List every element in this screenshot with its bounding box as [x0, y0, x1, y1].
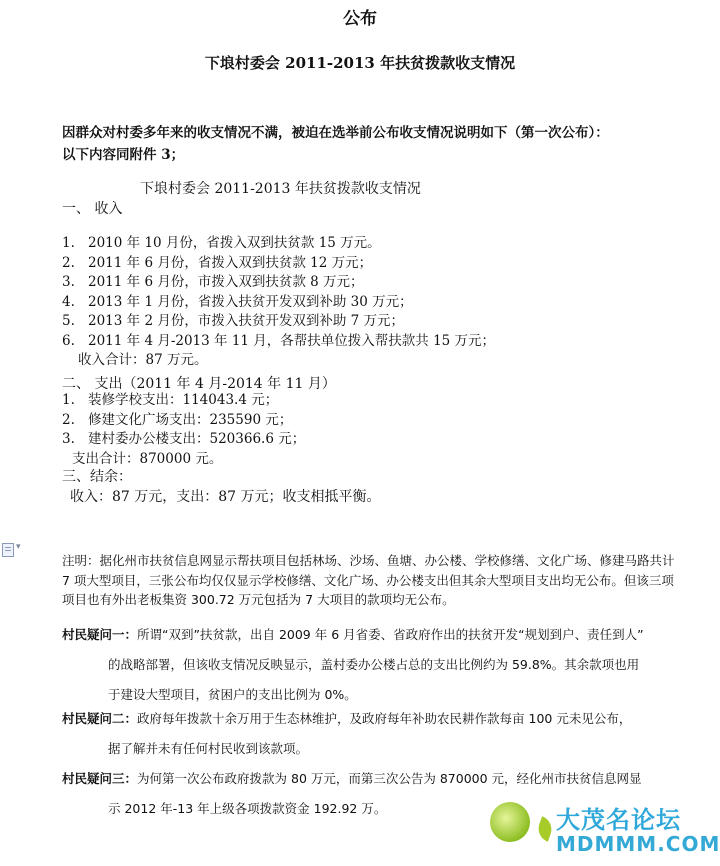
item-number: 3. [62, 274, 75, 290]
item-number: 6. [62, 332, 75, 349]
list-item [62, 254, 495, 274]
item-text: 2011 年 6 月份，市拨入双到扶贫款 8 万元； [88, 274, 364, 290]
document-icon[interactable] [2, 543, 14, 557]
question-text: 政府每年拨款十余万用于生态林维护，及政府每年补助农民耕作款每亩 100 元未见公布， [137, 711, 632, 726]
question-text: 于建设大型项目，贫困户的支出比例为 0%。 [108, 687, 357, 702]
income-list [62, 234, 495, 371]
item-number: 5. [62, 313, 75, 329]
list-item [62, 430, 305, 450]
watermark-title: 大茂名论坛 [556, 806, 681, 834]
list-item [62, 273, 495, 293]
item-text: 建村委办公楼支出：520366.6 元； [88, 431, 306, 447]
publish-heading: 公布 [343, 9, 377, 29]
question-label: 村民疑问二： [62, 711, 138, 726]
intro-line-1: 因群众对村委多年来的收支情况不满，被迫在选举前公布收支情况说明如下（第一次公布）： [62, 125, 609, 141]
item-text: 2010 年 10 月份，省拨入双到扶贫款 15 万元。 [88, 235, 381, 251]
question-text: 的战略部署，但该收支情况反映显示，盖村委办公楼占总的支出比例约为 59.8%。其余款项也用 [108, 657, 640, 672]
question-text: 示 2012 年-13 年上级各项拨款资金 192.92 万。 [108, 801, 387, 816]
chevron-down-icon[interactable]: ▾ [16, 542, 21, 552]
item-text: 2013 年 2 月份，市拨入扶贫开发双到补助 7 万元； [88, 313, 404, 329]
question-text: 据了解并未有任何村民收到该款项。 [108, 741, 309, 756]
item-text: 2013 年 1 月份，省拨入扶贫开发双到补助 30 万元； [88, 293, 413, 310]
list-item [62, 332, 495, 352]
intro-paragraph [62, 122, 609, 166]
item-text: 2011 年 4 月-2013 年 11 月，各帮扶单位拨入帮扶款共 15 万元； [88, 332, 496, 349]
question-text: 所谓“双到”扶贫款，出自 2009 年 6 月省委、省政府作出的扶贫开发“规划到户、责任到人” [137, 627, 644, 642]
question-block-2 [62, 704, 682, 764]
conclusion-text: 收入：87 万元，支出：87 万元；收支相抵平衡。 [70, 489, 381, 505]
watermark-site: MDMMM.COM [556, 832, 720, 856]
forum-logo-icon [490, 802, 530, 842]
list-item [62, 312, 495, 332]
intro-line-2: 以下内容同附件 3； [62, 147, 185, 163]
expense-list [62, 391, 305, 469]
item-text: 2011 年 6 月份，省拨入双到扶贫款 12 万元； [88, 254, 373, 271]
question-label: 村民疑问一： [62, 627, 138, 642]
document-title: 下埌村委会 2011-2013 年扶贫拨款收支情况 [204, 54, 516, 72]
expense-total: 支出合计：870000 元。 [72, 450, 223, 467]
conclusion-heading: 三、结余： [62, 469, 132, 485]
item-number: 1. [62, 392, 75, 408]
list-item [62, 391, 305, 411]
list-item [62, 411, 305, 431]
item-number: 3. [62, 431, 75, 447]
item-number: 2. [62, 411, 75, 428]
item-number: 1. [62, 235, 75, 251]
income-total: 收入合计：87 万元。 [78, 352, 208, 368]
question-text: 为何第一次公布政府拨款为 80 万元，而第三次公告为 870000 元，经化州市扶贫信息网显 [137, 771, 642, 786]
note-paragraph: 注明：据化州市扶贫信息网显示帮扶项目包括林场、沙场、鱼塘、办公楼、学校修缮、文化广场、修建马路共计 7 项大型项目，三张公布均仅仅显示学校修缮、文化广场、办公楼支出但其余大型项目支出均无公布。但该三项项目也有外出老板集资 300.72 万元包括为 7 大项目的款项均无公布。 [62, 553, 675, 607]
list-item [62, 234, 495, 254]
expense-heading: 二、 支出（2011 年 4 月-2014 年 11 月） [62, 376, 336, 392]
question-block-1 [62, 620, 682, 710]
item-number: 4. [62, 293, 75, 310]
question-label: 村民疑问三： [62, 771, 138, 786]
item-text: 修建文化广场支出：235590 元； [88, 411, 293, 428]
income-heading: 一、 收入 [62, 201, 123, 217]
item-text: 装修学校支出：114043.4 元； [88, 392, 279, 408]
list-item [62, 293, 495, 313]
item-number: 2. [62, 254, 75, 271]
table-title: 下埌村委会 2011-2013 年扶贫拨款收支情况 [140, 181, 421, 197]
